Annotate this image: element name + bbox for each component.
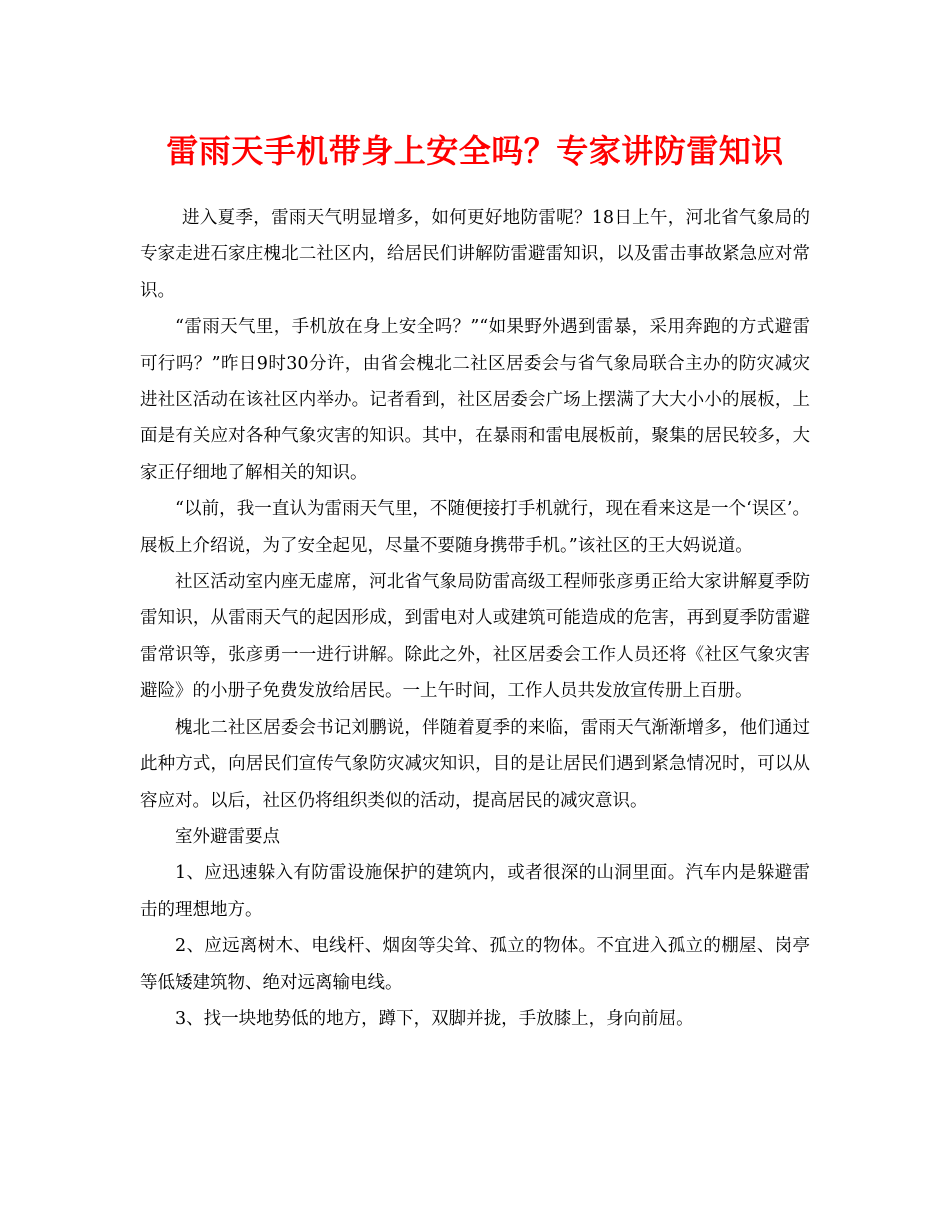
document-title: 雷雨天手机带身上安全吗？专家讲防雷知识	[166, 132, 784, 170]
paragraph-intro: 进入夏季，雷雨天气明显增多，如何更好地防雷呢？18日上午，河北省气象局的专家走进石家庄槐北二社区内，给居民们讲解防雷避雷知识，以及雷击事故紧急应对常识。	[140, 208, 810, 301]
paragraph-resident-quote: “以前，我一直认为雷雨天气里，不随便接打手机就行，现在看来这是一个‘误区’。展板上介绍说，为了安全起见，尽量不要随身携带手机。”该社区的王大妈说道。	[140, 499, 810, 556]
section-heading-outdoor-tips: 室外避雷要点	[175, 826, 280, 847]
paragraph-lecture: 社区活动室内座无虚席，河北省气象局防雷高级工程师张彦勇正给大家讲解夏季防雷知识，从雷雨天气的起因形成，到雷电对人或建筑可能造成的危害，再到夏季防雷避雷常识等，张彦勇一一进行讲解。除此之外，社区居委会工作人员还将《社区气象灾害避险》的小册子免费发放给居民。一上午时间，工作人员共发放宣传册上百册。	[140, 572, 810, 702]
tip-item-2: 2、应远离树木、电线杆、烟囱等尖耸、孤立的物体。不宜进入孤立的棚屋、岗亭等低矮建筑物、绝对远离输电线。	[140, 936, 810, 993]
document-body	[140, 200, 810, 1037]
tip-item-1: 1、应迅速躲入有防雷设施保护的建筑内，或者很深的山洞里面。汽车内是躲避雷击的理想地方。	[140, 863, 810, 920]
paragraph-secretary: 槐北二社区居委会书记刘鹏说，伴随着夏季的来临，雷雨天气渐渐增多，他们通过此种方式，向居民们宣传气象防灾减灾知识，目的是让居民们遇到紧急情况时，可以从容应对。以后，社区仍将组织类似的活动，提高居民的减灾意识。	[140, 717, 810, 811]
paragraph-event: “雷雨天气里，手机放在身上安全吗？”“如果野外遇到雷暴，采用奔跑的方式避雷可行吗？”昨日9时30分许，由省会槐北二社区居委会与省气象局联合主办的防灾减灾进社区活动在该社区内举办。记者看到，社区居委会广场上摆满了大大小小的展板，上面是有关应对各种气象灾害的知识。其中，在暴雨和雷电展板前，聚集的居民较多，大家正仔细地了解相关的知识。	[140, 317, 810, 483]
tip-item-3: 3、找一块地势低的地方，蹲下，双脚并拢，手放膝上，身向前屈。	[175, 1008, 694, 1029]
